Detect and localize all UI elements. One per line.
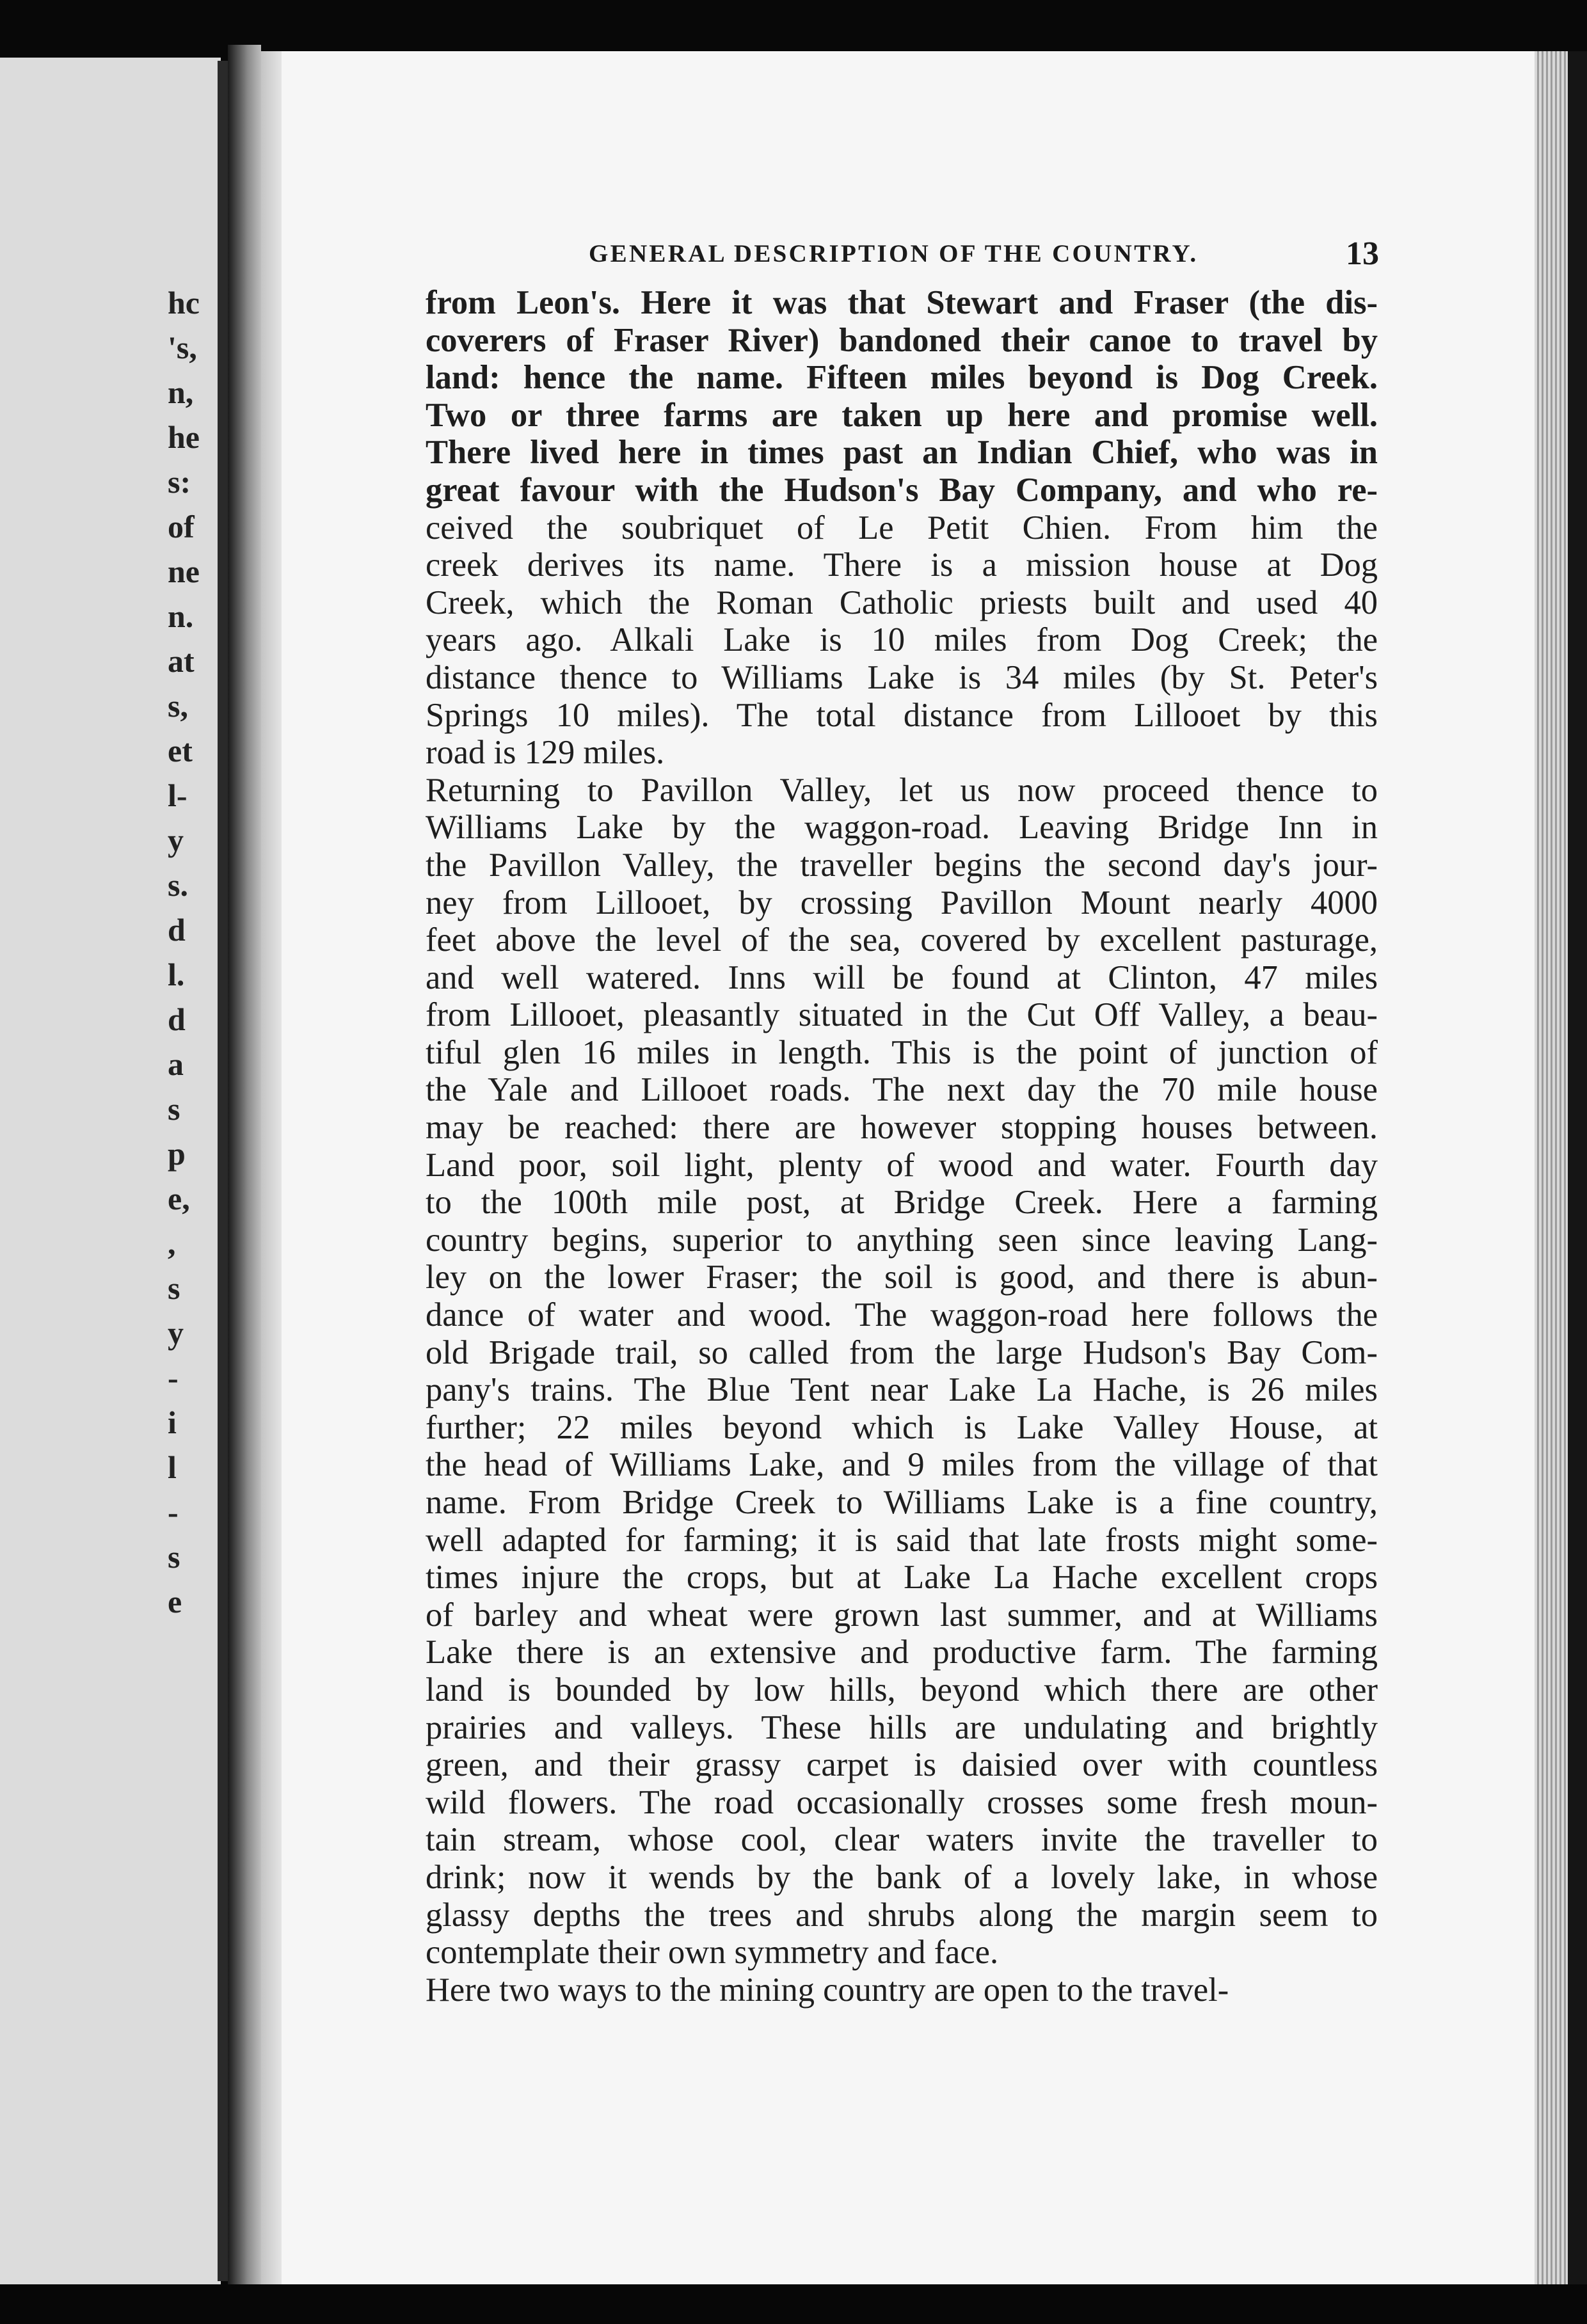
text-line: drink; now it wends by the bank of a lovely lake, in whose: [426, 1858, 1378, 1896]
text-line: from Leon's. Here it was that Stewart and Fraser (the dis-: [426, 284, 1378, 321]
text-line: Two or three farms are taken up here and promise well.: [426, 396, 1378, 434]
text-line: ley on the lower Fraser; the soil is good, and there is abun-: [426, 1259, 1378, 1296]
previous-page-fragment: et: [168, 733, 193, 768]
text-line: Returning to Pavillon Valley, let us now proceed thence to: [426, 771, 1378, 809]
text-line: contemplate their own symmetry and face.: [426, 1934, 999, 1971]
previous-page-fragment: s: [168, 1539, 180, 1575]
page-header: [589, 233, 1379, 275]
text-line: Lake there is an extensive and productive farm. The farming: [426, 1634, 1378, 1671]
text-line: great favour with the Hudson's Bay Company, and who re-: [426, 471, 1378, 509]
previous-page-edge: [218, 61, 228, 2281]
previous-page-fragment: -: [168, 1360, 179, 1396]
text-line: feet above the level of the sea, covered by excellent pasturage,: [426, 921, 1378, 959]
text-line: years ago. Alkali Lake is 10 miles from Dog Creek; the: [426, 621, 1378, 659]
text-line: prairies and valleys. These hills are undulating and brightly: [426, 1708, 1378, 1746]
text-line: tiful glen 16 miles in length. This is the point of junction of: [426, 1033, 1378, 1071]
text-line: pany's trains. The Blue Tent near Lake La Hache, is 26 miles: [426, 1371, 1378, 1409]
text-line: Springs 10 miles). The total distance from Lillooet by this: [426, 696, 1378, 734]
paragraph: [426, 772, 1378, 1971]
previous-page-fragment: s.: [168, 867, 188, 903]
text-line: ceived the soubriquet of Le Petit Chien. From him the: [426, 509, 1378, 546]
text-line: road is 129 miles.: [426, 734, 665, 772]
text-line: land is bounded by low hills, beyond which there are other: [426, 1671, 1378, 1708]
text-line: from Lillooet, pleasantly situated in the Cut Off Valley, a beau-: [426, 996, 1378, 1034]
previous-page-fragment: n.: [168, 598, 194, 634]
page-number: 13: [1346, 235, 1379, 272]
scanner-right-border: [1568, 51, 1587, 2284]
previous-page-fragment: i: [168, 1405, 177, 1440]
page-stack-edges: [1535, 51, 1568, 2284]
text-line: distance thence to Williams Lake is 34 miles (by St. Peter's: [426, 658, 1378, 696]
previous-page-fragment: ne: [168, 553, 200, 589]
text-line: times injure the crops, but at Lake La Hache excellent crops: [426, 1559, 1378, 1596]
text-line: glassy depths the trees and shrubs along the margin seem to: [426, 1896, 1378, 1934]
text-line: creek derives its name. There is a mission house at Dog: [426, 546, 1378, 584]
body-text: [426, 284, 1378, 2009]
previous-page-fragment: e,: [168, 1181, 190, 1216]
running-head: GENERAL DESCRIPTION OF THE COUNTRY.: [589, 240, 1199, 267]
previous-page-fragment: l.: [168, 957, 185, 992]
text-line: the Yale and Lillooet roads. The next day the 70 mile house: [426, 1071, 1378, 1109]
previous-page-fragment: y: [168, 1315, 184, 1351]
text-line: Here two ways to the mining country are open to the travel-: [426, 1971, 1229, 2009]
paragraph: [426, 284, 1378, 772]
text-line: further; 22 miles beyond which is Lake Valley House, at: [426, 1408, 1378, 1446]
text-line: ney from Lillooet, by crossing Pavillon Mount nearly 4000: [426, 884, 1378, 921]
paragraph: [426, 1971, 1378, 2009]
previous-page-fragment: l: [168, 1449, 177, 1485]
previous-page-fragment: he: [168, 419, 200, 455]
text-line: the head of Williams Lake, and 9 miles from the village of that: [426, 1446, 1378, 1484]
previous-page-fragment: hc: [168, 285, 200, 321]
previous-page-fragment: s: [168, 1270, 180, 1306]
previous-page-fragment: d: [168, 1001, 186, 1037]
text-line: name. From Bridge Creek to Williams Lake is a fine country,: [426, 1484, 1378, 1521]
scanner-bottom-border: [0, 2278, 1587, 2324]
text-line: wild flowers. The road occasionally crosses some fresh moun-: [426, 1783, 1378, 1821]
previous-page-fragment: at: [168, 643, 195, 679]
text-line: coverers of Fraser River) bandoned their canoe to travel by: [426, 321, 1378, 359]
previous-page-text-fragments: [168, 280, 219, 1624]
text-line: Williams Lake by the waggon-road. Leaving Bridge Inn in: [426, 809, 1378, 847]
text-line: the Pavillon Valley, the traveller begins the second day's jour-: [426, 846, 1378, 884]
previous-page-fragment: n,: [168, 374, 194, 410]
text-line: country begins, superior to anything seen since leaving Lang-: [426, 1221, 1378, 1259]
previous-page-fragment: s,: [168, 688, 188, 724]
previous-page-fragment: p: [168, 1136, 186, 1172]
previous-page-fragment: 's,: [168, 330, 197, 365]
text-line: may be reached: there are however stopping houses between.: [426, 1109, 1378, 1147]
text-line: dance of water and wood. The waggon-road here follows the: [426, 1296, 1378, 1334]
previous-page-fragment: of: [168, 509, 195, 545]
previous-page-fragment: ,: [168, 1225, 176, 1261]
previous-page-fragment: d: [168, 912, 186, 948]
text-line: land: hence the name. Fifteen miles beyond is Dog Creek.: [426, 359, 1378, 397]
text-line: of barley and wheat were grown last summer, and at Williams: [426, 1596, 1378, 1634]
text-line: Land poor, soil light, plenty of wood and water. Fourth day: [426, 1146, 1378, 1184]
text-line: There lived here in times past an Indian Chief, who was in: [426, 434, 1378, 472]
text-line: well adapted for farming; it is said that late frosts might some-: [426, 1521, 1378, 1559]
text-line: and well watered. Inns will be found at Clinton, 47 miles: [426, 959, 1378, 996]
previous-page-fragment: s:: [168, 464, 191, 500]
previous-page-fragment: a: [168, 1046, 184, 1082]
text-line: green, and their grassy carpet is daisied over with countless: [426, 1746, 1378, 1784]
previous-page-fragment: e: [168, 1584, 182, 1620]
previous-page-fragment: y: [168, 822, 184, 858]
previous-page-fragment: -: [168, 1494, 179, 1530]
text-line: to the 100th mile post, at Bridge Creek. Here a farming: [426, 1184, 1378, 1222]
text-line: tain stream, whose cool, clear waters invite the traveller to: [426, 1821, 1378, 1859]
book-gutter: [228, 45, 261, 2284]
text-line: Creek, which the Roman Catholic priests built and used 40: [426, 584, 1378, 621]
previous-page-fragment: l-: [168, 777, 187, 813]
previous-page-fragment: s: [168, 1091, 180, 1127]
text-line: old Brigade trail, so called from the large Hudson's Bay Com-: [426, 1333, 1378, 1371]
